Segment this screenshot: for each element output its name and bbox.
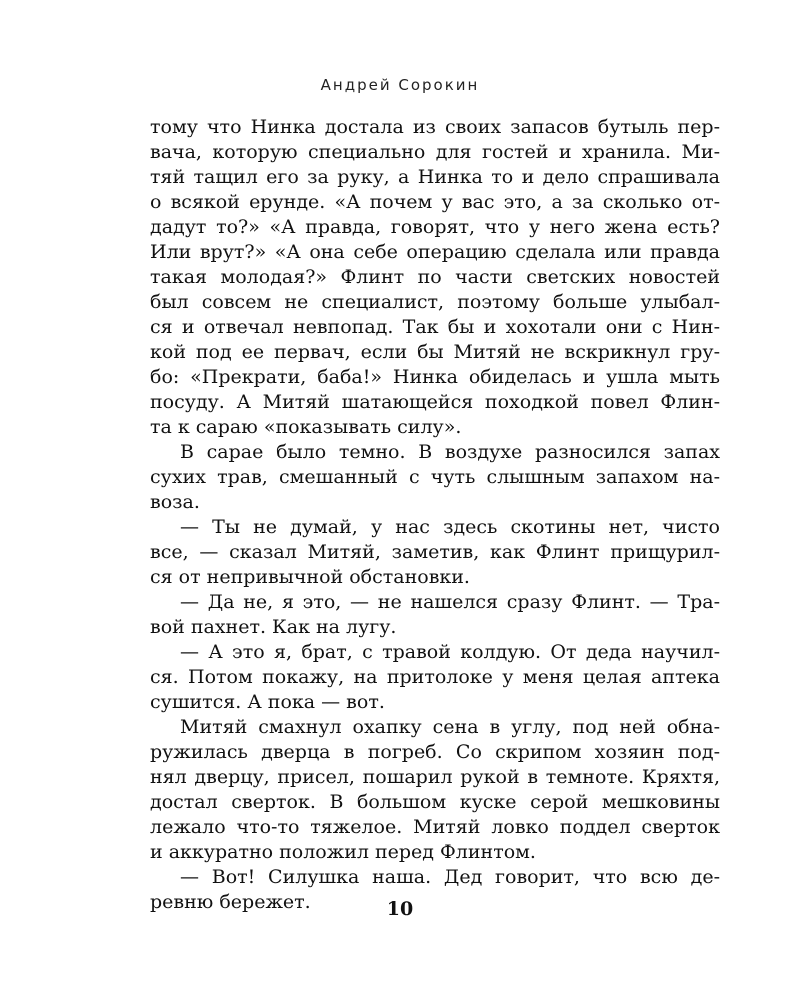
text-line: сухих трав, смешанный с чуть слышным запахом на- (150, 466, 720, 488)
body-text (150, 115, 720, 915)
text-line: воза. (150, 491, 200, 513)
text-line: — Да не, я это, — не нашелся сразу Флинт. — Тра- (180, 591, 720, 613)
text-line: ревню бережет. (150, 891, 311, 913)
text-line: ружилась дверца в погреб. Со скрипом хозяин под- (150, 741, 720, 763)
text-line: и аккуратно положил перед Флинтом. (150, 841, 536, 863)
text-line: вой пахнет. Как на лугу. (150, 616, 397, 638)
text-line: нял дверцу, присел, пошарил рукой в темноте. Кряхтя, (150, 766, 720, 788)
running-head-author: Андрей Сорокин (320, 76, 480, 94)
text-line: та к сараю «показывать силу». (150, 416, 462, 438)
text-line: ся от непривычной обстановки. (150, 566, 470, 588)
text-line: такая молодая?» Флинт по части светских новостей (150, 266, 720, 288)
text-line: тяй тащил его за руку, а Нинка то и дело спрашивала (150, 166, 720, 188)
text-line: посуду. А Митяй шатающейся походкой повел Флин- (150, 391, 720, 413)
text-line: Или врут?» «А она себе операцию сделала или правда (150, 241, 720, 263)
text-line: дадут то?» «А правда, говорят, что у него жена есть? (150, 216, 720, 238)
text-line: — Вот! Силушка наша. Дед говорит, что всю де- (180, 866, 720, 888)
text-line: ся и отвечал невпопад. Так бы и хохотали они с Нин- (150, 316, 720, 338)
text-line: ся. Потом покажу, на притолоке у меня целая аптека (150, 666, 720, 688)
text-line: кой под ее первач, если бы Митяй не вскрикнул гру- (150, 341, 720, 363)
text-line: о всякой ерунде. «А почем у вас это, а за сколько от- (150, 191, 720, 213)
page-number: 10 (386, 898, 414, 920)
text-line: сушится. А пока — вот. (150, 691, 385, 713)
text-line: тому что Нинка достала из своих запасов бутыль пер- (150, 116, 720, 138)
text-line: все, — сказал Митяй, заметив, как Флинт прищурил- (150, 541, 720, 563)
text-line: В сарае было темно. В воздухе разносился запах (180, 441, 720, 463)
text-line: — А это я, брат, с травой колдую. От деда научил- (180, 641, 720, 663)
text-line: Митяй смахнул охапку сена в углу, под ней обна- (180, 716, 720, 738)
text-line: вача, которую специально для гостей и хранила. Ми- (150, 141, 720, 163)
text-line: был совсем не специалист, поэтому больше улыбал- (150, 291, 720, 313)
text-line: достал сверток. В большом куске серой мешковины (150, 791, 720, 813)
text-line: бо: «Прекрати, баба!» Нинка обиделась и ушла мыть (150, 366, 720, 388)
text-line: — Ты не думай, у нас здесь скотины нет, чисто (180, 516, 720, 538)
text-line: лежало что-то тяжелое. Митяй ловко поддел сверток (150, 816, 720, 838)
